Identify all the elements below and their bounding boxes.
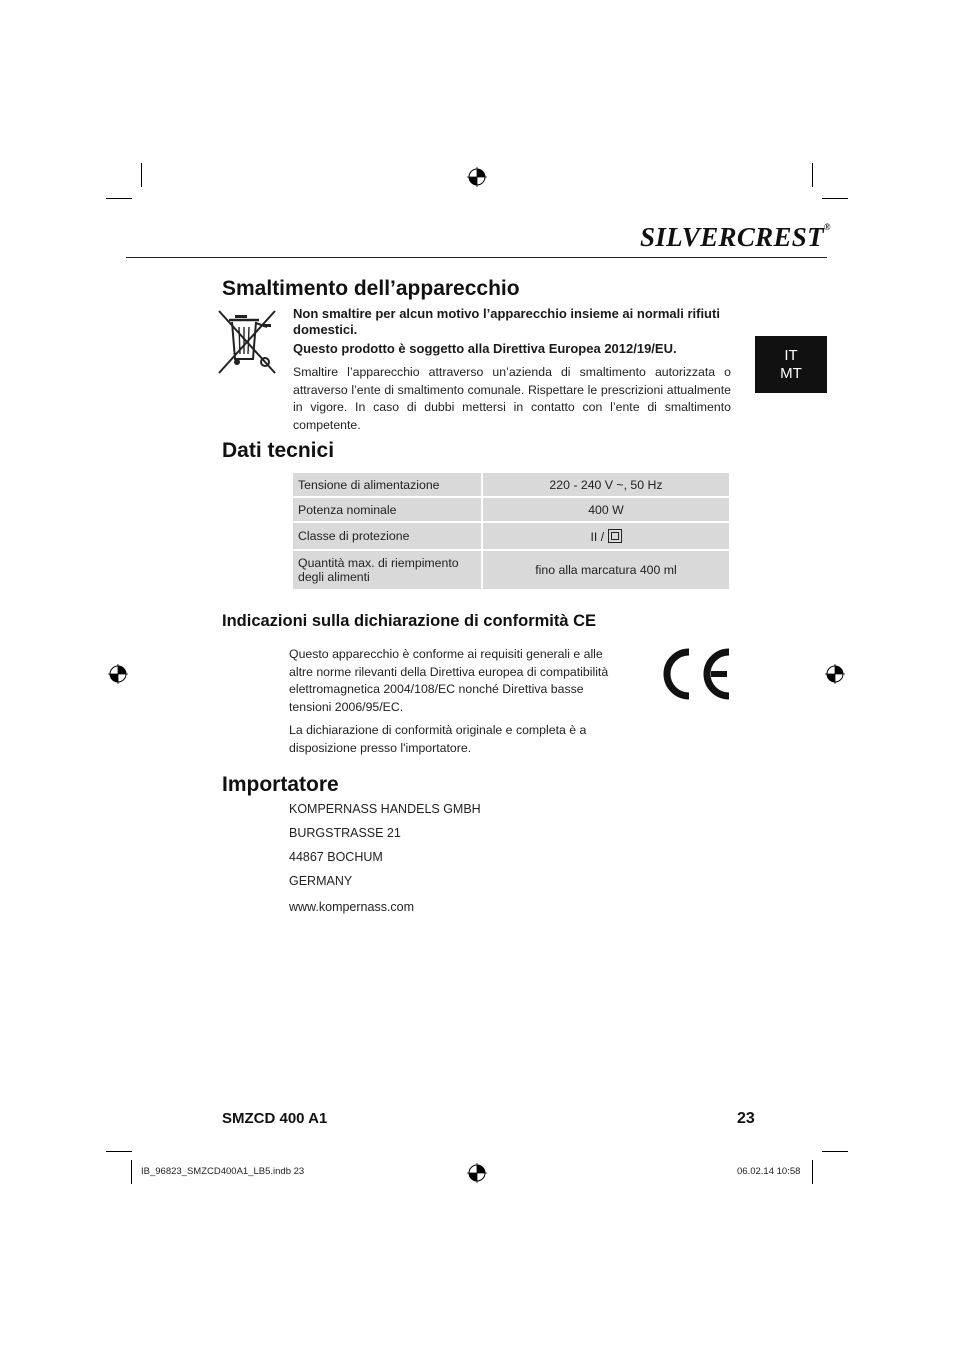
- importer-address-line: KOMPERNASS HANDELS GMBH: [289, 802, 481, 816]
- registration-target-icon: [467, 1163, 487, 1183]
- conformity-heading: Indicazioni sulla dichiarazione di conformità CE: [222, 612, 597, 630]
- crop-mark: [812, 1160, 813, 1184]
- language-code: IT: [784, 346, 798, 364]
- spec-table: [291, 471, 731, 591]
- table-row: [292, 522, 730, 550]
- spec-label: Potenza nominale: [292, 497, 482, 522]
- spec-label: Quantità max. di riempimento degli alimenti: [292, 550, 482, 590]
- table-row: [292, 472, 730, 497]
- crop-mark: [812, 163, 813, 187]
- protection-class-text: II /: [590, 529, 605, 544]
- registration-target-icon: [825, 664, 845, 684]
- crop-mark: [131, 1160, 132, 1184]
- conformity-para-1: Questo apparecchio è conforme ai requisiti generali e alle altre norme rilevanti della Direttiva europea di compatibilità elettromagnetica 2004/108/EC nonché Direttiva basse tensioni 2006/95/EC.: [289, 647, 609, 714]
- disposal-body: Smaltire l’apparecchio attraverso un’azienda di smaltimento autorizzata o attraverso l’ente di smaltimento comunale. Rispettare le prescrizioni attualmente in vigore. In caso di dubbi mettersi in contatto con l’ente di smaltimento competente.: [293, 365, 731, 432]
- double-insulation-icon: [608, 529, 622, 543]
- disposal-warning: Non smaltire per alcun motivo l’apparecchio insieme ai normali rifiuti domestici.: [293, 306, 720, 337]
- crop-mark: [822, 198, 848, 199]
- disposal-directive: Questo prodotto è soggetto alla Direttiva Europea 2012/19/EU.: [293, 341, 677, 356]
- spec-value: fino alla marcatura 400 ml: [482, 550, 730, 590]
- spec-label: Tensione di alimentazione: [292, 472, 482, 497]
- importer-address-line: BURGSTRASSE 21: [289, 826, 401, 840]
- crop-mark: [106, 198, 132, 199]
- language-tab: [755, 336, 827, 393]
- print-slug-file: IB_96823_SMZCD400A1_LB5.indb 23: [141, 1166, 305, 1177]
- page-number: 23: [737, 1110, 755, 1127]
- brand-logo: SILVERCREST®: [640, 222, 831, 252]
- spec-value: [482, 522, 730, 550]
- specs-heading: Dati tecnici: [222, 439, 335, 462]
- importer-heading: Importatore: [222, 773, 339, 796]
- spec-label: Classe di protezione: [292, 522, 482, 550]
- crop-mark: [822, 1151, 848, 1152]
- language-code: MT: [780, 364, 802, 382]
- footer-model: SMZCD 400 A1: [222, 1110, 328, 1127]
- registration-target-icon: [467, 167, 487, 187]
- ce-mark-icon: [655, 648, 733, 700]
- spec-value: 220 - 240 V ~, 50 Hz: [482, 472, 730, 497]
- crop-mark: [141, 163, 142, 187]
- spec-value: 400 W: [482, 497, 730, 522]
- crop-mark: [106, 1151, 132, 1152]
- table-row: [292, 550, 730, 590]
- importer-address-line: GERMANY: [289, 874, 353, 888]
- registration-target-icon: [108, 664, 128, 684]
- importer-address-line: 44867 BOCHUM: [289, 850, 383, 864]
- importer-website-link[interactable]: www.kompernass.com: [289, 900, 415, 914]
- crossed-out-bin-icon: [217, 309, 277, 377]
- conformity-para-2: La dichiarazione di conformità originale e completa è a disposizione presso l'importatore.: [289, 723, 587, 755]
- disposal-heading: Smaltimento dell’apparecchio: [222, 277, 520, 300]
- header-rule: [126, 257, 827, 258]
- print-slug-date: 06.02.14 10:58: [737, 1166, 801, 1177]
- table-row: [292, 497, 730, 522]
